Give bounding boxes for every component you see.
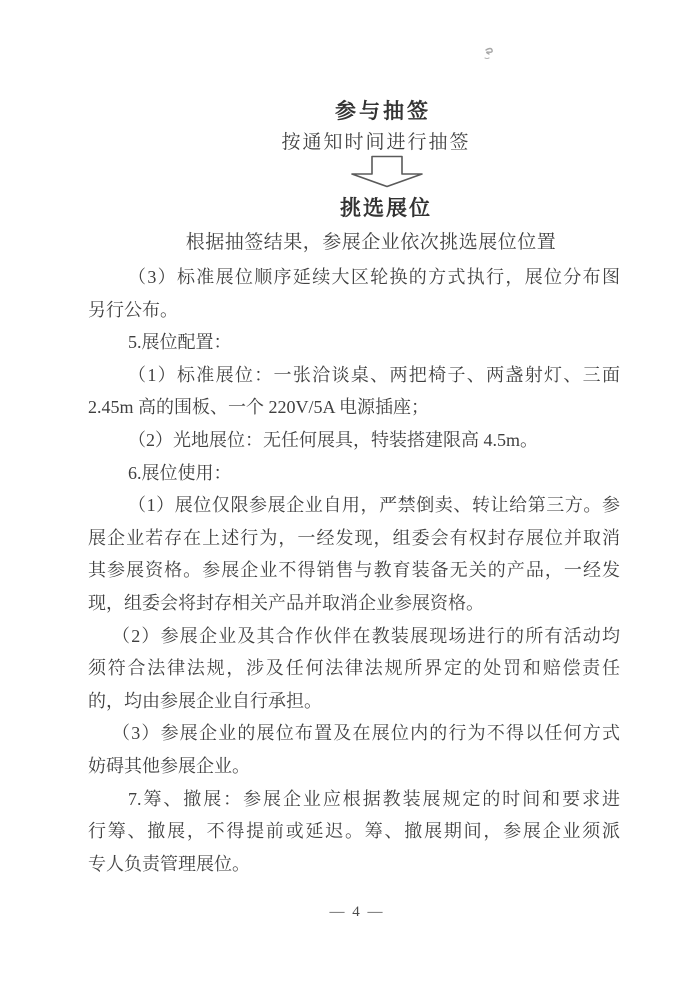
page-number: — 4 — [329,904,385,920]
body-line: 展企业若存在上述行为，一经发现，组委会有权封存展位并取消 [88,527,620,548]
body-line: 其参展资格。参展企业不得销售与教育装备无关的产品，一经发 [88,560,620,581]
body-line: 妨碍其他参展企业。 [88,755,250,776]
flow-step-2-subtitle: 根据抽签结果，参展企业依次挑选展位位置 [185,232,557,253]
body-line: 须符合法律法规，涉及任何法律法规所界定的处罚和赔偿责任 [88,658,620,679]
body-line: （2）光地展位：无任何展具，特装搭建限高 4.5m。 [128,429,538,450]
body-line: （3）标准展位顺序延续大区轮换的方式执行，展位分布图 [128,267,620,287]
down-arrow-icon [351,155,423,188]
body-line: 6.展位使用： [128,462,232,483]
body-line: 专人负责管理展位。 [88,853,250,874]
body-line: 行筹、撤展，不得提前或延迟。筹、撤展期间，参展企业须派 [88,821,620,842]
body-line: 现，组委会将封存相关产品并取消企业参展资格。 [88,592,484,613]
body-line: （3）参展企业的展位布置及在展位内的行为不得以任何方式 [112,723,620,744]
flow-step-2-title: 挑选展位 [340,196,432,220]
body-line: 2.45m 高的围板、一个 220V/5A 电源插座； [88,397,430,418]
body-line: 的，均由参展企业自行承担。 [88,690,322,711]
body-line: 7.筹、撤展：参展企业应根据教装展规定的时间和要求进 [128,788,620,809]
flow-step-1-title: 参与抽签 [335,99,431,123]
body-line: 5.展位配置： [128,332,232,353]
flow-step-1-subtitle: 按通知时间进行抽签 [281,132,471,153]
scan-smudge-mark [482,46,500,64]
document-body [88,261,620,880]
body-line: （2）参展企业及其合作伙伴在教装展现场进行的所有活动均 [112,625,620,646]
body-line: 另行公布。 [88,299,178,320]
body-line: （1）展位仅限参展企业自用，严禁倒卖、转让给第三方。参 [128,495,620,516]
body-line: （1）标准展位：一张洽谈桌、两把椅子、两盏射灯、三面 [128,364,620,385]
